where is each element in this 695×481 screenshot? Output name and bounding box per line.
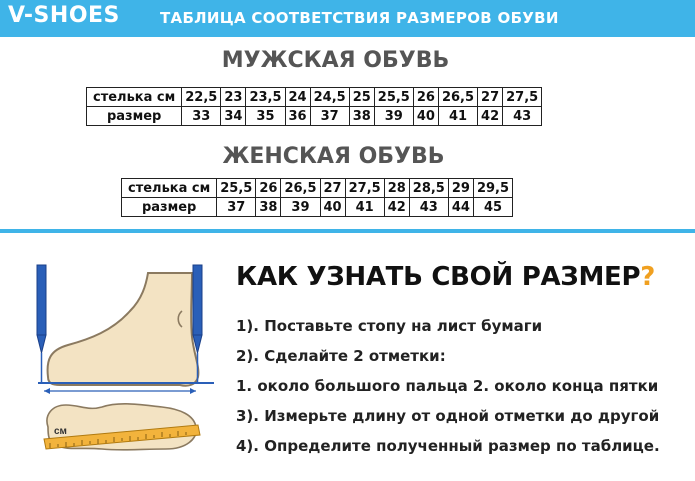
ruler-label: см bbox=[54, 426, 67, 437]
instruction-step: 3). Измерьте длину от одной отметки до другой bbox=[236, 407, 660, 425]
table-cell: 25,5 bbox=[217, 179, 256, 198]
table-cell: 29 bbox=[448, 179, 473, 198]
table-cell: 26,5 bbox=[281, 179, 320, 198]
table-cell: 42 bbox=[384, 198, 409, 217]
instruction-step: 2). Сделайте 2 отметки: bbox=[236, 347, 446, 365]
instruction-step: 4). Определите полученный размер по таблице. bbox=[236, 437, 660, 455]
table-row bbox=[87, 88, 542, 107]
header-bar bbox=[0, 0, 695, 37]
how-to-title bbox=[236, 262, 655, 292]
instruction-list bbox=[236, 316, 660, 466]
header-title: ТАБЛИЦА СООТВЕТСТВИЯ РАЗМЕРОВ ОБУВИ bbox=[160, 9, 559, 27]
table-cell: 26 bbox=[256, 179, 281, 198]
foot-measure-illustration bbox=[30, 255, 220, 465]
table-cell: 39 bbox=[374, 107, 413, 126]
men-section-title: МУЖСКАЯ ОБУВЬ bbox=[221, 48, 450, 73]
table-cell: 44 bbox=[448, 198, 473, 217]
table-cell: 22,5 bbox=[182, 88, 221, 107]
table-cell: 25,5 bbox=[374, 88, 413, 107]
table-row bbox=[122, 179, 513, 198]
table-cell: 38 bbox=[256, 198, 281, 217]
table-cell: 28,5 bbox=[409, 179, 448, 198]
table-cell: 28 bbox=[384, 179, 409, 198]
row-label: размер bbox=[122, 198, 217, 217]
table-row bbox=[122, 198, 513, 217]
table-cell: 34 bbox=[221, 107, 246, 126]
row-label: размер bbox=[87, 107, 182, 126]
table-cell: 37 bbox=[217, 198, 256, 217]
table-cell: 40 bbox=[413, 107, 438, 126]
table-cell: 41 bbox=[345, 198, 384, 217]
table-cell: 37 bbox=[310, 107, 349, 126]
table-cell: 40 bbox=[320, 198, 345, 217]
table-cell: 23,5 bbox=[246, 88, 285, 107]
table-cell: 41 bbox=[438, 107, 477, 126]
table-cell: 27,5 bbox=[503, 88, 542, 107]
women-size-table bbox=[121, 178, 513, 217]
women-section-title: ЖЕНСКАЯ ОБУВЬ bbox=[222, 144, 445, 169]
table-cell: 23 bbox=[221, 88, 246, 107]
table-cell: 38 bbox=[349, 107, 374, 126]
table-cell: 42 bbox=[478, 107, 503, 126]
table-cell: 27 bbox=[320, 179, 345, 198]
table-row bbox=[87, 107, 542, 126]
instruction-step: 1. около большого пальца 2. около конца пятки bbox=[236, 377, 659, 395]
table-cell: 27 bbox=[478, 88, 503, 107]
table-cell: 25 bbox=[349, 88, 374, 107]
table-cell: 24 bbox=[285, 88, 310, 107]
section-divider bbox=[0, 229, 695, 233]
table-cell: 26 bbox=[413, 88, 438, 107]
table-cell: 33 bbox=[182, 107, 221, 126]
table-cell: 43 bbox=[503, 107, 542, 126]
men-size-table bbox=[86, 87, 542, 126]
left-pencil-icon bbox=[37, 265, 46, 383]
table-cell: 43 bbox=[409, 198, 448, 217]
table-cell: 27,5 bbox=[345, 179, 384, 198]
table-cell: 45 bbox=[473, 198, 512, 217]
how-to-title-text: КАК УЗНАТЬ СВОЙ РАЗМЕР bbox=[236, 262, 641, 292]
table-cell: 26,5 bbox=[438, 88, 477, 107]
brand-logo: V-SHOES bbox=[8, 3, 120, 28]
question-mark: ? bbox=[640, 262, 656, 292]
table-cell: 29,5 bbox=[473, 179, 512, 198]
table-cell: 36 bbox=[285, 107, 310, 126]
table-cell: 39 bbox=[281, 198, 320, 217]
row-label: стелька см bbox=[122, 179, 217, 198]
instruction-step: 1). Поставьте стопу на лист бумаги bbox=[236, 317, 543, 335]
table-cell: 24,5 bbox=[310, 88, 349, 107]
row-label: стелька см bbox=[87, 88, 182, 107]
foot-side-icon bbox=[48, 273, 199, 386]
table-cell: 35 bbox=[246, 107, 285, 126]
